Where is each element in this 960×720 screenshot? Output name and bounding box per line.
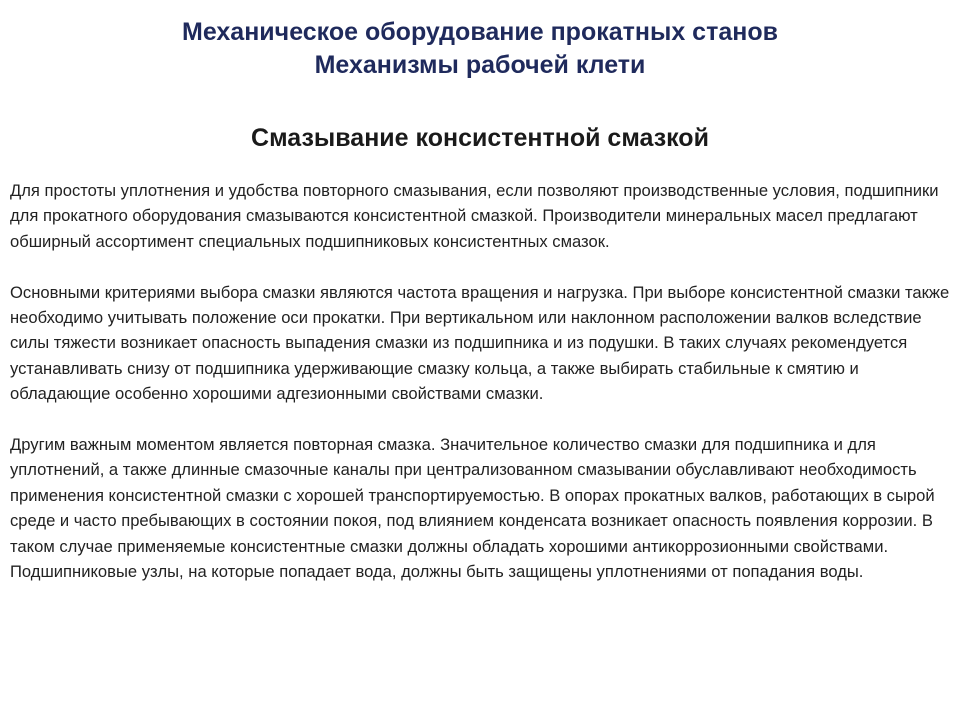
body-text bbox=[10, 178, 955, 584]
section-heading: Смазывание консистентной смазкой bbox=[251, 124, 709, 152]
paragraph-2: Основными критериями выбора смазки являются частота вращения и нагрузка. При выборе консистентной смазки также необходимо учитывать положение оси прокатки. При вертикальном или наклонном расположении валков вследствие силы тяжести возникает опасность выпадения смазки из подшипника и из подушки. В таких случаях рекомендуется устанавливать снизу от подшипника удерживающие смазку кольца, а также выбирать стабильные к смятию и обладающие особенно хорошими адгезионными свойствами смазки. bbox=[10, 282, 950, 404]
title-line-1: Механическое оборудование прокатных станов bbox=[182, 18, 778, 46]
title-line-2: Механизмы рабочей клети bbox=[314, 51, 646, 79]
slide-title bbox=[0, 16, 960, 82]
paragraph-1: Для простоты уплотнения и удобства повторного смазывания, если позволяют производственные условия, подшипники для прокатного оборудования смазываются консистентной смазкой. Производители минеральных масел предлагают обширный ассортимент специальных подшипниковых консистентных смазок. bbox=[10, 181, 939, 251]
paragraph-3: Другим важным моментом является повторная смазка. Значительное количество смазки для подшипника и для уплотнений, а также длинные смазочные каналы при централизованном смазывании обуславливают необходимость применения консистентной смазки с хорошей транспортируемостью. В опорах прокатных валков, работающих в сырой среде и часто пребывающих в состоянии покоя, под влиянием конденсата возникает опасность появления коррозии. В таком случае применяемые консистентные смазки должны обладать хорошими антикоррозионными свойствами. Подшипниковые узлы, на которые попадает вода, должны быть защищены уплотнениями от попадания воды. bbox=[10, 435, 935, 582]
